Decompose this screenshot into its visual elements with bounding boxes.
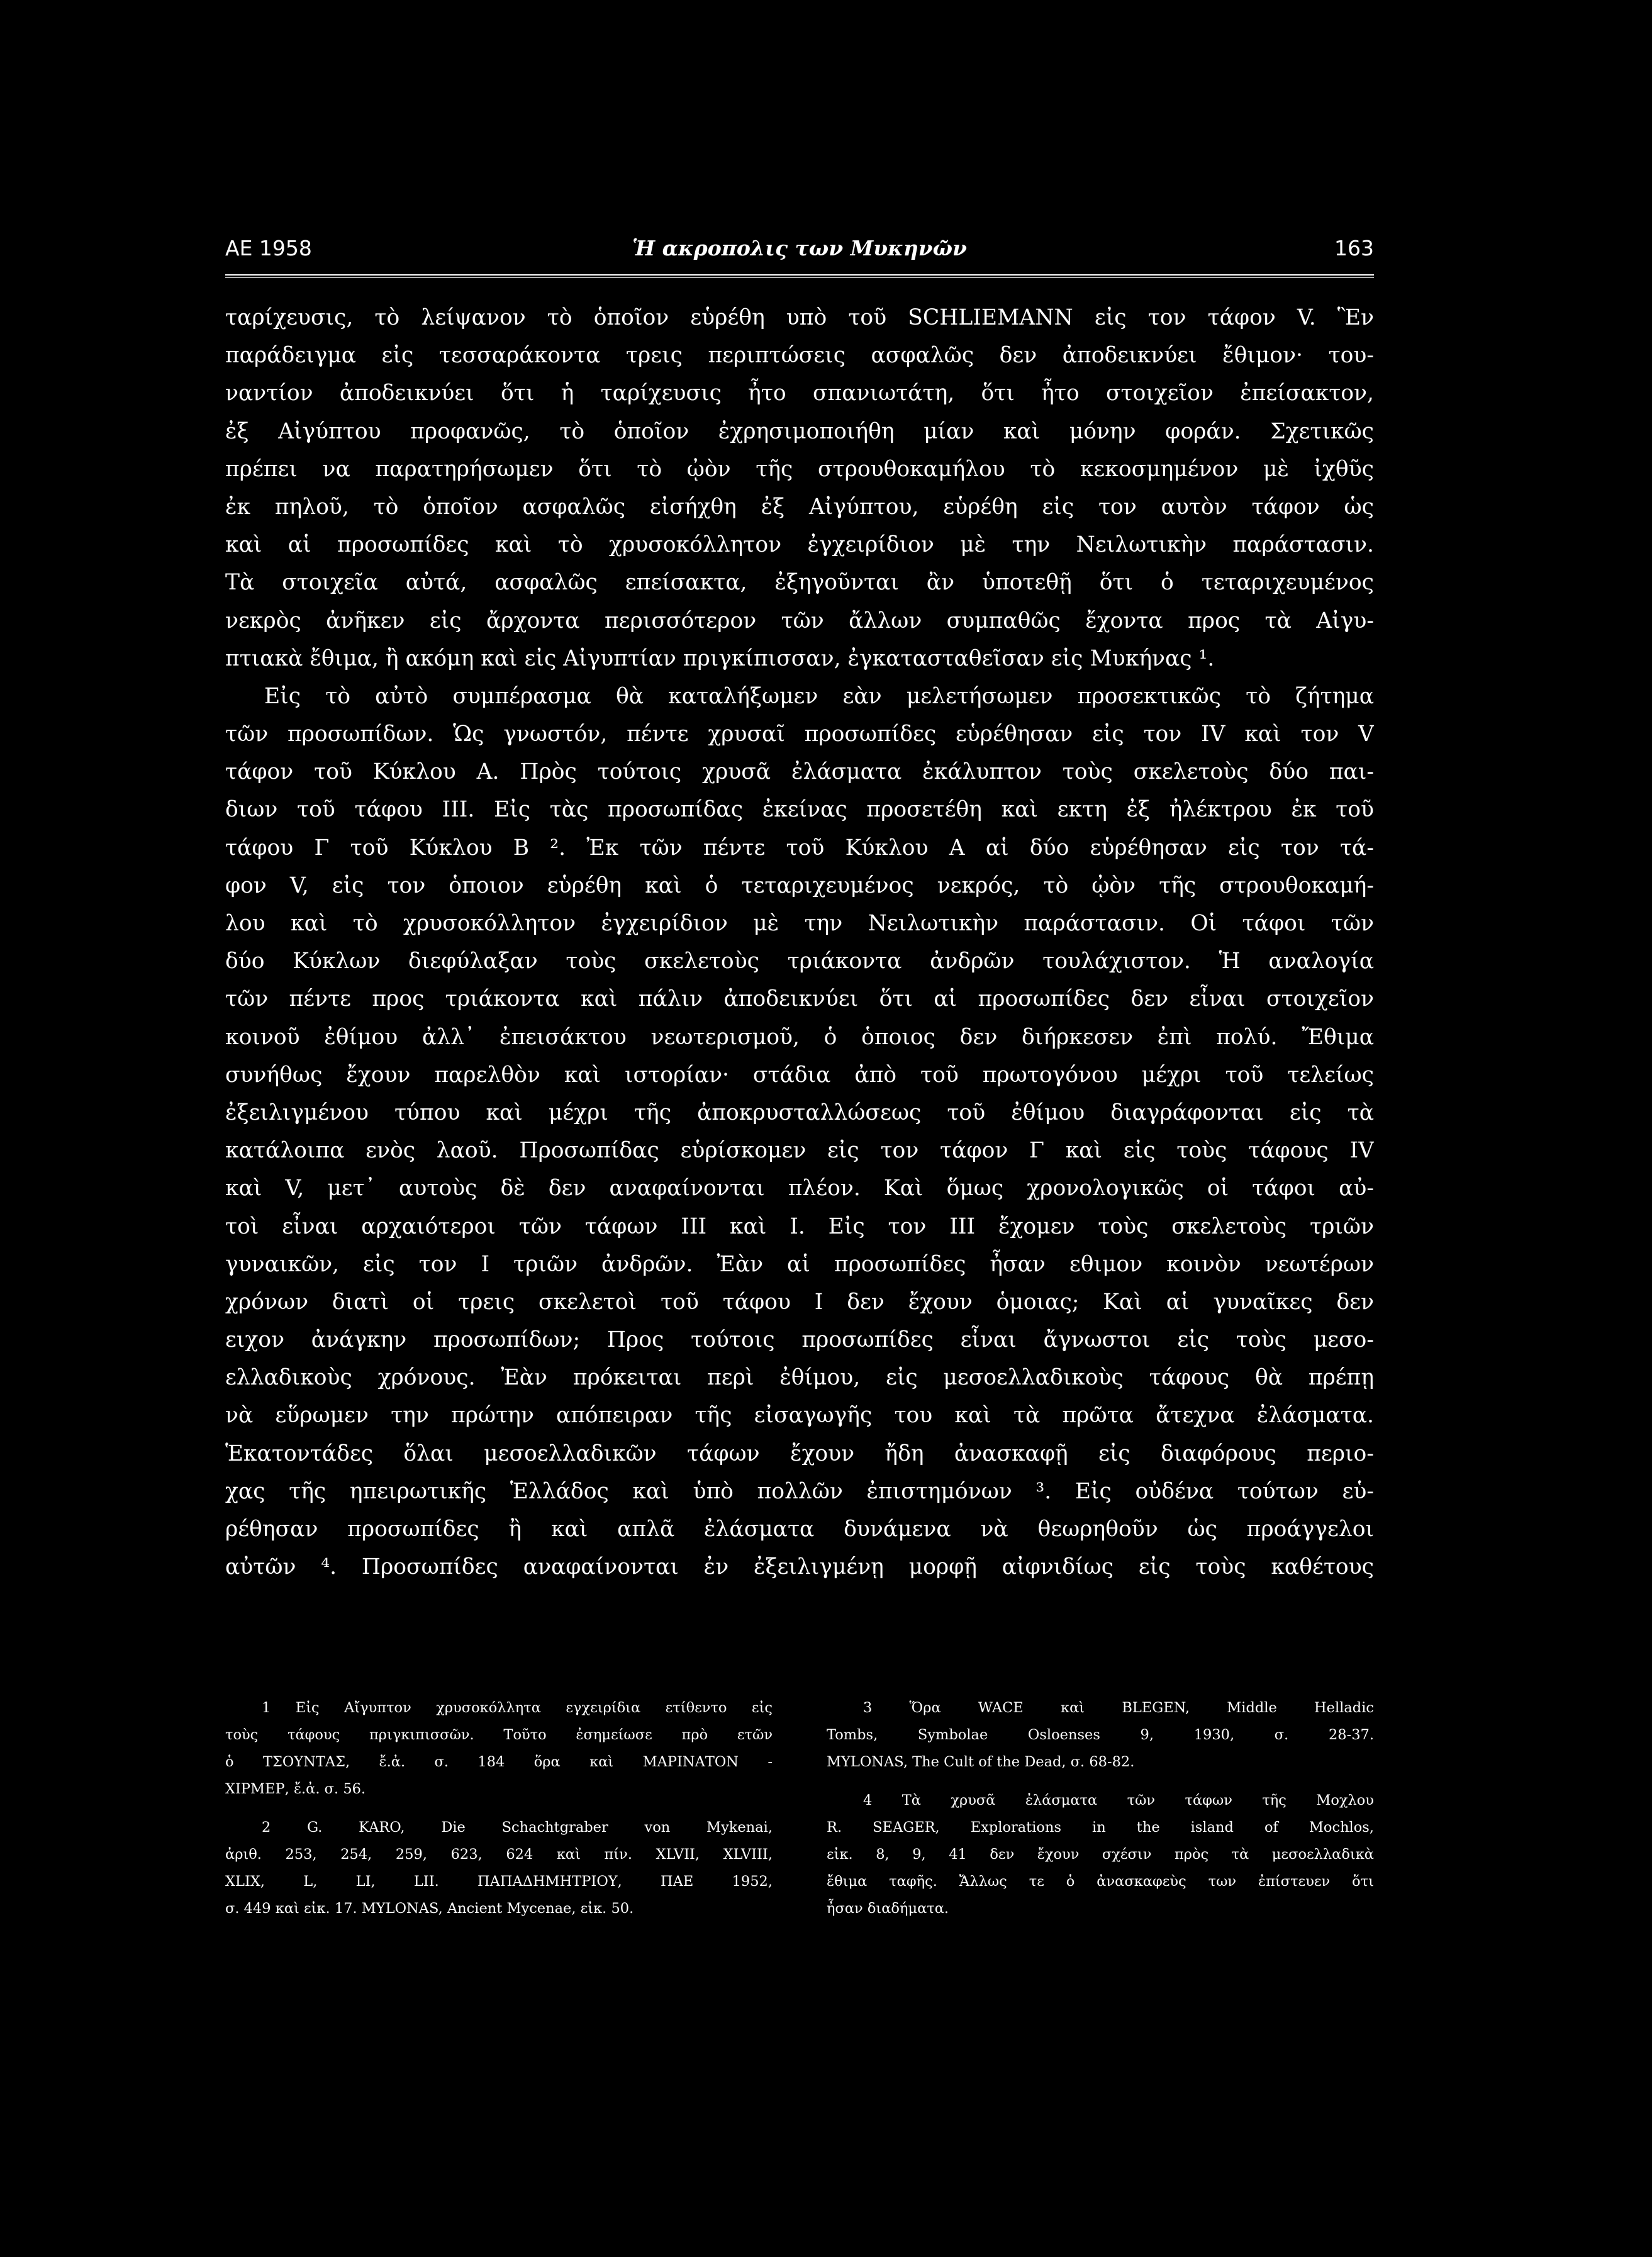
footnote-line: ἦσαν διαδήματα. (827, 1900, 949, 1917)
footnote-line: XLIX, L, LI, LII. ΠΑΠΑΔΗΜΗΤΡΙΟΥ, ΠΑΕ 1952, (225, 1873, 773, 1890)
footnote-line: σ. 449 καὶ εἰκ. 17. MYLONAS, Ancient Mycenae, εἰκ. 50. (225, 1900, 634, 1917)
text-line: χας τῆς ηπειρωτικῆς Ἑλλάδος καὶ ὑπὸ πολλῶν ἐπιστημόνων ³. Εἰς οὐδένα τούτων εὑ- (225, 1478, 1374, 1504)
journal-reference: ΑΕ 1958 (225, 236, 312, 260)
running-title: Ἡ ακροπολις των Μυκηνῶν (632, 236, 967, 260)
text-line: Τὰ στοιχεῖα αὐτά, ασφαλῶς επείσακτα, ἐξηγοῦνται ἂν ὑποτεθῇ ὅτι ὁ τεταριχευμένος (225, 570, 1374, 596)
text-line: αὐτῶν ⁴. Προσωπίδες αναφαίνονται ἐν ἐξειλιγμένῃ μορφῇ αἰφνιδίως εἰς τοὺς καθέτους (225, 1554, 1374, 1580)
text-line: νεκρὸς ἀνῆκεν εἰς ἄρχοντα περισσότερον τῶν ἄλλων συμπαθῶς ἔχοντα προς τὰ Αἰγυ- (225, 608, 1374, 633)
text-line: τῶν προσωπίδων. Ὡς γνωστόν, πέντε χρυσαῖ προσωπίδες εὑρέθησαν εἰς τον IV καὶ τον V (225, 722, 1374, 747)
footnote-line: MYLONAS, The Cult of the Dead, σ. 68-82. (827, 1754, 1135, 1770)
text-line: χρόνων διατὶ οἱ τρεις σκελετοὶ τοῦ τάφου I δεν ἔχουν ὁμοιας; Καὶ αἱ γυναῖκες δεν (225, 1289, 1374, 1315)
footnotes-left-column (225, 1695, 773, 1922)
page-number: 163 (1334, 236, 1374, 260)
text-line: διων τοῦ τάφου III. Εἰς τὰς προσωπίδας ἐκείνας προσετέθη καὶ εκτη ἐξ ἠλέκτρου ἐκ τοῦ (225, 797, 1374, 823)
text-line: δύο Κύκλων διεφύλαξαν τοὺς σκελετοὺς τριάκοντα ἀνδρῶν τουλάχιστον. Ἡ αναλογία (225, 949, 1374, 974)
footnote-line: Tombs, Symbolae Osloenses 9, 1930, σ. 28-37. (827, 1727, 1374, 1743)
text-line: κοινοῦ ἐθίμου ἀλλ᾿ ἐπεισάκτου νεωτερισμοῦ, ὁ ὁποιος δεν διήρκεσεν ἐπὶ πολύ. Ἔθιμα (225, 1024, 1374, 1050)
footnote-line: R. SEAGER, Explorations in the island of Mochlos, (827, 1819, 1374, 1836)
text-line: ναντίον ἀποδεικνύει ὅτι ἡ ταρίχευσις ἦτο σπανιωτάτη, ὅτι ἦτο στοιχεῖον ἐπείσακτον, (225, 381, 1374, 406)
footnote-line: εἰκ. 8, 9, 41 δεν ἔχουν σχέσιν πρὸς τὰ μεσοελλαδικὰ (827, 1846, 1374, 1863)
text-line: κατάλοιπα ενὸς λαοῦ. Προσωπίδας εὑρίσκομεν εἰς τον τάφον Γ καὶ εἰς τοὺς τάφους IV (225, 1138, 1374, 1164)
text-line: συνήθως ἔχουν παρελθὸν καὶ ιστορίαν· στάδια ἀπὸ τοῦ πρωτογόνου μέχρι τοῦ τελείως (225, 1062, 1374, 1088)
footnote-line: ἀριθ. 253, 254, 259, 623, 624 καὶ πίν. XLVII, XLVIII, (225, 1846, 773, 1863)
text-line: καὶ αἱ προσωπίδες καὶ τὸ χρυσοκόλλητον ἐγχειρίδιον μὲ την Νειλωτικὴν παράστασιν. (225, 532, 1374, 558)
body-text (225, 299, 1374, 1586)
footnote-line: ἔθιμα ταφῆς. Ἄλλως τε ὁ ἀνασκαφεὺς των ἐπίστευεν ὅτι (827, 1873, 1374, 1890)
text-line: ταρίχευσις, τὸ λείψανον τὸ ὁποῖον εὑρέθη υπὸ τοῦ SCHLIEMANN εἰς τον τάφον V. Ἓν (225, 305, 1374, 330)
footnote-line: τοὺς τάφους πριγκιπισσῶν. Τοῦτο ἐσημείωσε πρὸ ετῶν (225, 1727, 773, 1743)
text-line: Εἰς τὸ αὐτὸ συμπέρασμα θὰ καταλήξωμεν εὰν μελετήσωμεν προσεκτικῶς τὸ ζήτημα (264, 683, 1374, 709)
text-line: φον V, εἰς τον ὁποιον εὑρέθη καὶ ὁ τεταριχευμένος νεκρός, τὸ ᾠὸν τῆς στρουθοκαμή- (225, 872, 1374, 898)
footnote-line: 4 Τὰ χρυσᾶ ἐλάσματα τῶν τάφων τῆς Μοχλου (863, 1792, 1374, 1808)
text-line: λου καὶ τὸ χρυσοκόλλητον ἐγχειρίδιον μὲ την Νειλωτικὴν παράστασιν. Οἱ τάφοι τῶν (225, 911, 1374, 936)
text-line: ἐξ Αἰγύπτου προφανῶς, τὸ ὁποῖον ἐχρησιμοποιήθη μίαν καὶ μόνην φοράν. Σχετικῶς (225, 418, 1374, 444)
footnote-spacer (225, 1803, 773, 1814)
text-line: πρέπει να παρατηρήσωμεν ὅτι τὸ ᾠὸν τῆς στρουθοκαμήλου τὸ κεκοσμημένον μὲ ἰχθῦς (225, 456, 1374, 482)
footnote-spacer (827, 1776, 1374, 1787)
footnote-line: 2 G. KARO, Die Schachtgraber von Mykenai, (262, 1819, 773, 1836)
text-line: Ἑκατοντάδες ὅλαι μεσοελλαδικῶν τάφων ἔχουν ἤδη ἀνασκαφῇ εἰς διαφόρους περιο- (225, 1441, 1374, 1466)
header-rule (225, 274, 1374, 278)
footnote-line: 1 Εἰς Αἴγυπτον χρυσοκόλλητα εγχειρίδια ετίθεντο εἰς (262, 1700, 773, 1716)
text-line: ἐκ πηλοῦ, τὸ ὁποῖον ασφαλῶς εἰσήχθη ἐξ Αἰγύπτου, εὑρέθη εἰς τον αυτὸν τάφον ὡς (225, 494, 1374, 520)
text-line: τάφον τοῦ Κύκλου Α. Πρὸς τούτοις χρυσᾶ ἐλάσματα ἐκάλυπτον τοὺς σκελετοὺς δύο παι- (225, 759, 1374, 785)
text-line: τῶν πέντε προς τριάκοντα καὶ πάλιν ἀποδεικνύει ὅτι αἱ προσωπίδες δεν εἶναι στοιχεῖον (225, 986, 1374, 1012)
text-line: ειχον ἀνάγκην προσωπίδων; Προς τούτοις προσωπίδες εἶναι ἄγνωστοι εἰς τοὺς μεσο- (225, 1327, 1374, 1353)
footnote-line: ὁ ΤΣΟΥΝΤΑΣ, ἔ.ἀ. σ. 184 ὅρα καὶ ΜΑΡΙΝΑΤΟΝ - (225, 1754, 773, 1770)
text-line: γυναικῶν, εἰς τον I τριῶν ἀνδρῶν. Ἐὰν αἱ προσωπίδες ἦσαν εθιμον κοινὸν νεωτέρων (225, 1251, 1374, 1277)
text-line: παράδειγμα εἰς τεσσαράκοντα τρεις περιπτώσεις ασφαλῶς δεν ἀποδεικνύει ἔθιμον· του- (225, 343, 1374, 369)
text-line: νὰ εὕρωμεν την πρώτην απόπειραν τῆς εἰσαγωγῆς του καὶ τὰ πρῶτα ἄτεχνα ἐλάσματα. (225, 1403, 1374, 1429)
footnote-line: 3 Ὅρα WACE καὶ BLEGEN, Middle Helladic (863, 1700, 1374, 1716)
text-line: καὶ V, μετ᾿ αυτοὺς δὲ δεν αναφαίνονται πλέον. Καὶ ὅμως χρονολογικῶς οἱ τάφοι αὐ- (225, 1176, 1374, 1201)
running-header (225, 230, 1374, 267)
text-line: τάφου Γ τοῦ Κύκλου Β ². Ἐκ τῶν πέντε τοῦ Κύκλου Α αἱ δύο εὑρέθησαν εἰς τον τά- (225, 835, 1374, 861)
text-line: ρέθησαν προσωπίδες ἢ καὶ απλᾶ ἐλάσματα δυνάμενα νὰ θεωρηθοῦν ὡς προάγγελοι (225, 1517, 1374, 1542)
text-line: ελλαδικοὺς χρόνους. Ἐὰν πρόκειται περὶ ἐθίμου, εἰς μεσοελλαδικοὺς τάφους θὰ πρέπῃ (225, 1365, 1374, 1391)
text-line: ἐξειλιγμένου τύπου καὶ μέχρι τῆς ἀποκρυσταλλώσεως τοῦ ἐθίμου διαγράφονται εἰς τὰ (225, 1100, 1374, 1125)
text-line: πτιακὰ ἔθιμα, ἢ ακόμη καὶ εἰς Αἰγυπτίαν πριγκίπισσαν, ἐγκατασταθεῖσαν εἰς Μυκήνας ¹. (225, 645, 1215, 671)
footnote-line: ΧΙΡΜΕΡ, ἔ.ἀ. σ. 56. (225, 1781, 366, 1797)
document-page (216, 230, 1374, 1978)
footnotes-right-column (827, 1695, 1374, 1922)
text-line: τοὶ εἶναι αρχαιότεροι τῶν τάφων III καὶ I. Εἰς τον III ἔχομεν τοὺς σκελετοὺς τριῶν (225, 1213, 1374, 1239)
